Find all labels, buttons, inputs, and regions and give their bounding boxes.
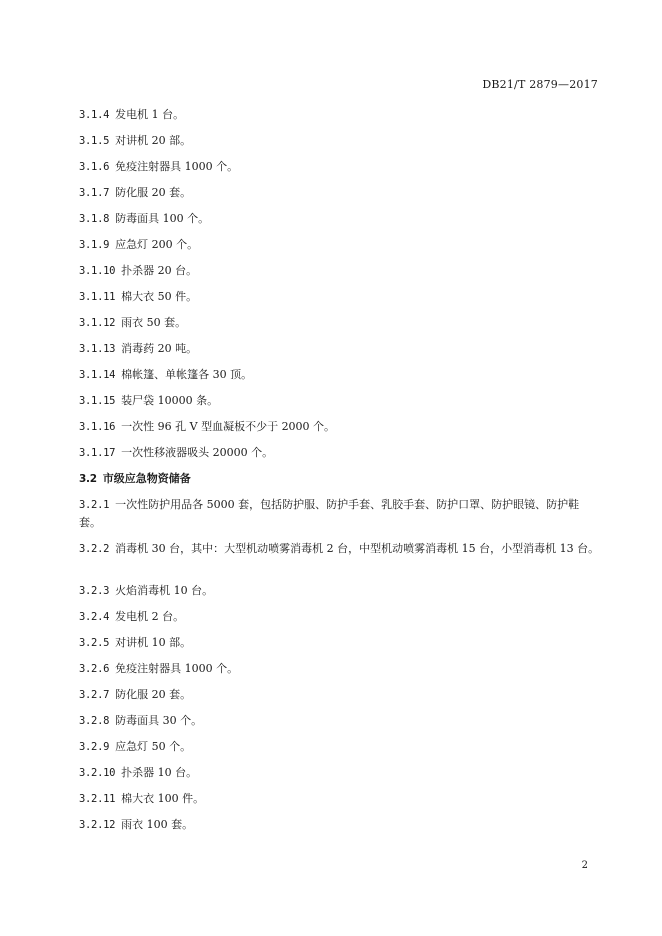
list-item: 3.1.7 防化服 20 套。 xyxy=(79,186,192,199)
list-item: 3.1.10 扑杀器 20 台。 xyxy=(79,264,198,277)
list-item: 3.2.10 扑杀器 10 台。 xyxy=(79,766,198,779)
list-item: 3.1.4 发电机 1 台。 xyxy=(79,108,185,121)
list-item: 3.1.13 消毒药 20 吨。 xyxy=(79,342,198,355)
paragraph: 3.2.2 消毒机 30 台，其中：大型机动喷雾消毒机 2 台，中型机动喷雾消毒机 15 台，小型消毒机 13 台。 xyxy=(79,542,600,555)
list-item: 3.2.12 雨衣 100 套。 xyxy=(79,818,194,831)
paragraph: 3.2.1 一次性防护用品各 5000 套，包括防护服、防护手套、乳胶手套、防护口罩、防护眼镜、防护鞋套。 xyxy=(79,498,580,529)
list-item: 3.2.6 免疫注射器具 1000 个。 xyxy=(79,662,239,675)
list-item: 3.1.11 棉大衣 50 件。 xyxy=(79,290,198,303)
list-item: 3.1.9 应急灯 200 个。 xyxy=(79,238,199,251)
list-item: 3.2.3 火焰消毒机 10 台。 xyxy=(79,584,214,597)
list-item: 3.1.17 一次性移液器吸头 20000 个。 xyxy=(79,446,274,459)
section-heading: 3.2 市级应急物资储备 xyxy=(79,472,191,485)
list-item: 3.2.9 应急灯 50 个。 xyxy=(79,740,192,753)
list-item: 3.1.5 对讲机 20 部。 xyxy=(79,134,192,147)
list-item: 3.2.4 发电机 2 台。 xyxy=(79,610,185,623)
list-item: 3.1.6 免疫注射器具 1000 个。 xyxy=(79,160,239,173)
list-item: 3.1.15 装尸袋 10000 条。 xyxy=(79,394,219,407)
list-item: 3.1.12 雨衣 50 套。 xyxy=(79,316,187,329)
list-item: 3.2.5 对讲机 10 部。 xyxy=(79,636,192,649)
list-item: 3.2.7 防化服 20 套。 xyxy=(79,688,192,701)
page-number: 2 xyxy=(581,860,588,871)
document-code: DB21/T 2879—2017 xyxy=(482,78,598,91)
list-item: 3.1.16 一次性 96 孔 V 型血凝板不少于 2000 个。 xyxy=(79,420,336,433)
list-item: 3.2.8 防毒面具 30 个。 xyxy=(79,714,203,727)
list-item: 3.1.14 棉帐篷、单帐篷各 30 顶。 xyxy=(79,368,253,381)
list-item: 3.2.11 棉大衣 100 件。 xyxy=(79,792,205,805)
list-item: 3.1.8 防毒面具 100 个。 xyxy=(79,212,210,225)
